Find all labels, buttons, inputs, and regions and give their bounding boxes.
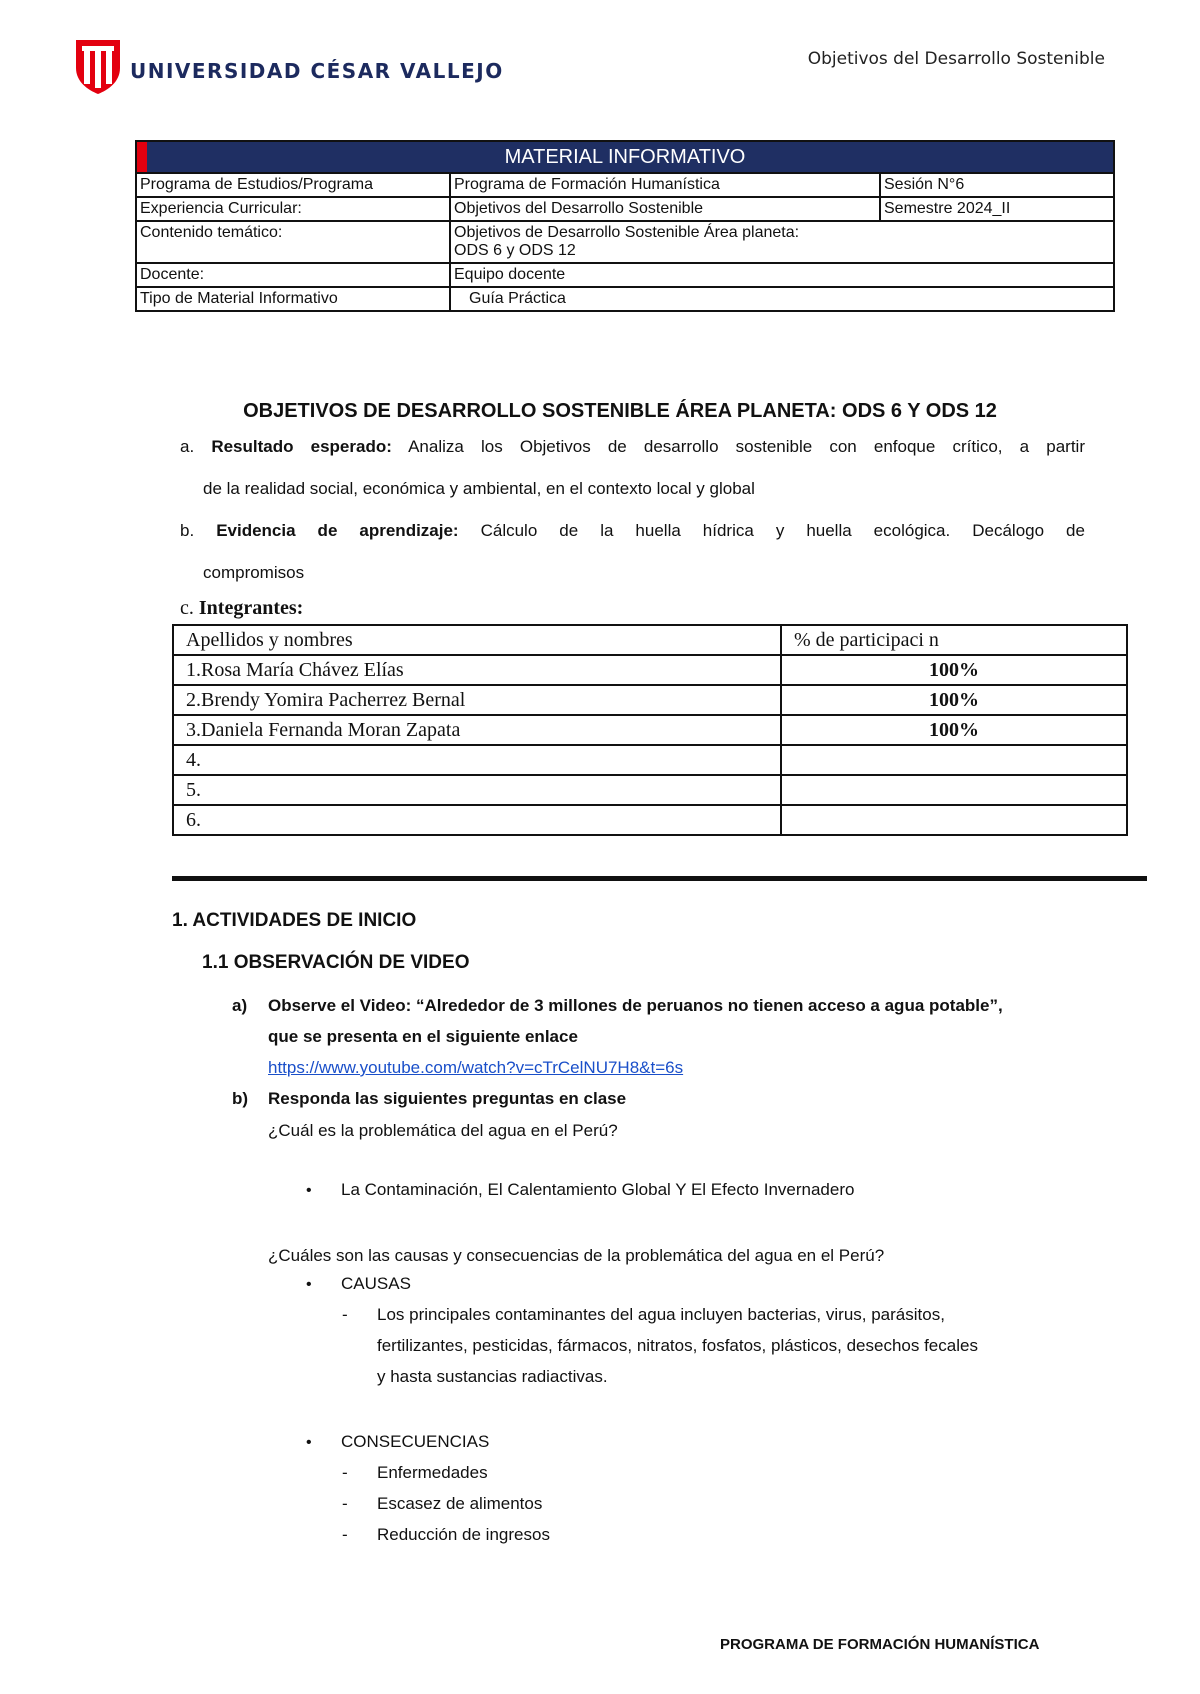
table-row (173, 745, 1127, 775)
causes-text-line: fertilizantes, pesticidas, fármacos, nitratos, fosfatos, plásticos, desechos fecales (377, 1336, 978, 1355)
member-participation: 100% (781, 685, 1127, 715)
causes-text (377, 1299, 1117, 1392)
questions-instruction: Responda las siguientes preguntas en clase (268, 1089, 627, 1108)
causes-text-line: Los principales contaminantes del agua incluyen bacterias, virus, parásitos, (377, 1305, 945, 1324)
causes-text-line: y hasta sustancias radiactivas. (377, 1367, 608, 1386)
bullet-icon: • (306, 1276, 312, 1293)
video-link[interactable]: https://www.youtube.com/watch?v=cTrCelNU7H8&t=6s (268, 1058, 684, 1077)
consequences-label: CONSECUENCIAS (341, 1432, 490, 1451)
red-accent-bar (137, 142, 147, 172)
table-row (173, 805, 1127, 835)
question-1: ¿Cuál es la problemática del agua en el Perú? (268, 1121, 618, 1140)
info-extra: Semestre 2024_II (880, 197, 1114, 221)
member-name: 3.Daniela Fernanda Moran Zapata (173, 715, 781, 745)
bullet-icon: • (306, 1434, 312, 1451)
section-heading: 1. ACTIVIDADES DE INICIO (172, 910, 417, 931)
info-value-cell (450, 221, 1114, 263)
member-name: 4. (173, 745, 781, 775)
causes-label: CAUSAS (341, 1274, 411, 1293)
member-name: 2.Brendy Yomira Pacherrez Bernal (173, 685, 781, 715)
info-label: Experiencia Curricular: (136, 197, 450, 221)
question-2: ¿Cuáles son las causas y consecuencias de la problemática del agua en el Perú? (268, 1246, 885, 1265)
course-title-header: Objetivos del Desarrollo Sostenible (807, 49, 1105, 69)
member-participation (781, 745, 1127, 775)
info-value: Objetivos del Desarrollo Sostenible (450, 197, 880, 221)
column-header-name: Apellidos y nombres (173, 625, 781, 655)
column-header-participation: % de participaci n (781, 625, 1127, 655)
table-row (173, 655, 1127, 685)
info-label: Programa de Estudios/Programa (136, 173, 450, 197)
info-extra: Sesión N°6 (880, 173, 1114, 197)
member-participation: 100% (781, 655, 1127, 685)
step-marker-a: a) (232, 996, 248, 1015)
step-marker-b: b) (232, 1089, 249, 1108)
members-label: Integrantes: (198, 597, 304, 619)
item-marker: c. (180, 597, 194, 619)
item-marker: a. (180, 437, 195, 456)
bullet-icon: • (306, 1182, 312, 1199)
table-row (173, 685, 1127, 715)
member-participation (781, 775, 1127, 805)
dash-icon: - (342, 1525, 348, 1544)
members-table (172, 624, 1128, 836)
university-logo (74, 38, 504, 96)
learning-evidence-line1 (180, 510, 1085, 552)
member-participation (781, 805, 1127, 835)
member-name: 5. (173, 775, 781, 805)
info-value: Programa de Formación Humanística (450, 173, 880, 197)
member-participation: 100% (781, 715, 1127, 745)
dash-icon: - (342, 1463, 348, 1482)
learning-evidence-line2: compromisos (203, 563, 305, 582)
consequence-item: Enfermedades (377, 1463, 488, 1482)
expected-result-line2: de la realidad social, económica y ambiental, en el contexto local y global (203, 479, 755, 498)
learning-evidence-text: Cálculo de la huella hídrica y huella ecológica. Decálogo de (480, 521, 1085, 540)
table-row (173, 715, 1127, 745)
learning-evidence (180, 510, 1085, 594)
info-value: Objetivos de Desarrollo Sostenible Área planeta: (454, 224, 800, 241)
table-row (173, 775, 1127, 805)
video-instruction-line1: Observe el Video: “Alrededor de 3 millones de peruanos no tienen acceso a agua potable”, (268, 996, 1003, 1015)
material-info-table (135, 140, 1115, 312)
learning-evidence-label: Evidencia de aprendizaje: (216, 521, 459, 540)
member-name: 6. (173, 805, 781, 835)
member-name: 1.Rosa María Chávez Elías (173, 655, 781, 685)
expected-result-text: Analiza los Objetivos de desarrollo sostenible con enfoque crítico, a partir (408, 437, 1085, 456)
info-value-second-line: ODS 6 y ODS 12 (454, 242, 576, 259)
dash-icon: - (342, 1494, 348, 1513)
ucv-shield-icon (74, 38, 122, 96)
table-header-row (173, 625, 1127, 655)
university-name: UNIVERSIDAD CÉSAR VALLEJO (130, 59, 504, 83)
info-label: Contenido temático: (136, 221, 450, 263)
info-value: Guía Práctica (450, 287, 1114, 311)
consequence-item: Escasez de alimentos (377, 1494, 543, 1513)
section-divider (172, 876, 1147, 881)
subsection-heading: 1.1 OBSERVACIÓN DE VIDEO (202, 952, 470, 973)
material-info-title: MATERIAL INFORMATIVO (504, 145, 746, 168)
page-footer: PROGRAMA DE FORMACIÓN HUMANÍSTICA (720, 1636, 1040, 1653)
video-instruction-line2: que se presenta en el siguiente enlace (268, 1027, 578, 1046)
expected-result-line1 (180, 426, 1085, 468)
info-value: Equipo docente (450, 263, 1114, 287)
dash-icon: - (342, 1305, 348, 1324)
item-marker: b. (180, 521, 195, 540)
material-info-title-cell (136, 141, 1114, 173)
question-1-answer: La Contaminación, El Calentamiento Global Y El Efecto Invernadero (341, 1180, 855, 1199)
expected-result-label: Resultado esperado: (211, 437, 392, 456)
consequence-item: Reducción de ingresos (377, 1525, 550, 1544)
info-label: Docente: (136, 263, 450, 287)
expected-result (180, 426, 1085, 510)
page-title: OBJETIVOS DE DESARROLLO SOSTENIBLE ÁREA PLANETA: ODS 6 Y ODS 12 (243, 400, 997, 422)
info-label: Tipo de Material Informativo (136, 287, 450, 311)
members-heading (180, 597, 303, 620)
